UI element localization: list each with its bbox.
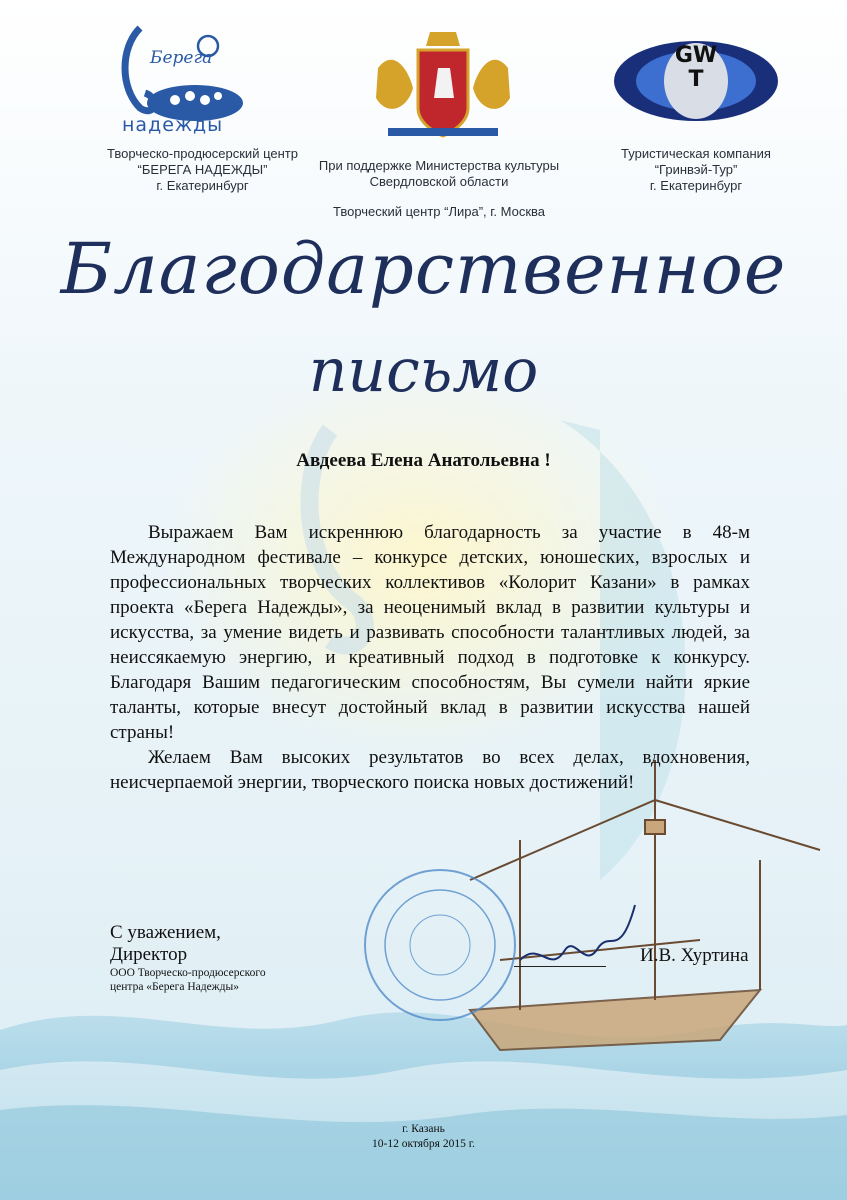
- footer-date: 10-12 октября 2015 г.: [372, 1138, 475, 1150]
- body-paragraph-2: Желаем Вам высоких результатов во всех делах, вдохновения, неисчерпаемой энергии, творческого поиска новых достижений!: [110, 747, 750, 793]
- signer-name: И.В. Хуртина: [640, 945, 749, 966]
- letter-body: [110, 520, 750, 795]
- signature-block: [110, 922, 266, 994]
- header-center-line-1: При поддержке Министерства культуры: [318, 158, 560, 173]
- logo-left-bottom-text: надежды: [122, 114, 224, 136]
- logo-left-top-text: Берега: [150, 48, 213, 68]
- footer-city: г. Казань: [402, 1123, 445, 1135]
- header-left-line-1: Творческо-продюсерский центр: [107, 146, 298, 161]
- regards-text: С уважением,: [110, 922, 221, 943]
- header-right-line-2: “Гринвэй-Тур”: [654, 162, 738, 177]
- recipient-name: Авдеева Елена Анатольевна !: [296, 450, 551, 471]
- org-line-2: центра «Берега Надежды»: [110, 981, 239, 993]
- org-line-1: ООО Творческо-продюсерского: [110, 967, 266, 979]
- logo-right-text: GWT: [674, 43, 718, 92]
- position-text: Директор: [110, 944, 188, 965]
- header-right-block: [596, 146, 796, 194]
- title-line-1: Благодарственное: [60, 228, 787, 310]
- coat-of-arms: [368, 28, 518, 143]
- header-center-line-2: Свердловской области: [369, 174, 509, 189]
- signature-line: [514, 966, 606, 967]
- header-right-line-1: Туристическая компания: [621, 146, 771, 161]
- header-right-line-3: г. Екатеринбург: [649, 178, 743, 193]
- stamp-seal: [365, 870, 515, 1020]
- logo-berega-nadezhdy: [100, 18, 250, 138]
- logo-gwt: [612, 36, 780, 126]
- header-left-line-3: г. Екатеринбург: [156, 178, 249, 193]
- header-left-line-2: “БЕРЕГА НАДЕЖДЫ”: [137, 162, 268, 177]
- footer-block: [0, 1122, 847, 1152]
- header-center-block: [300, 158, 578, 220]
- header-center-extra: Творческий центр “Лира”, г. Москва: [332, 204, 546, 219]
- header-left-block: [100, 146, 305, 194]
- title-line-2: письмо: [308, 336, 539, 406]
- ship-icon: [470, 760, 820, 1050]
- body-paragraph-1: Выражаем Вам искреннюю благодарность за участие в 48-м Международном фестивале – конкурсе детских, юношеских, взрослых и профессиональных творческих коллективов «Колорит Казани» в рамках проекта «Берега Надежды», за неоценимый вклад в развитии культуры и искусства, за умение видеть и развивать способности талантливых людей, за неиссякаемую энергию, и креативный подход в подготовке к конкурсу. Благодаря Вашим педагогическим способностям, Вы сумели найти яркие таланты, которые внесут достойный вклад в развитии искусства нашей страны!: [110, 522, 750, 743]
